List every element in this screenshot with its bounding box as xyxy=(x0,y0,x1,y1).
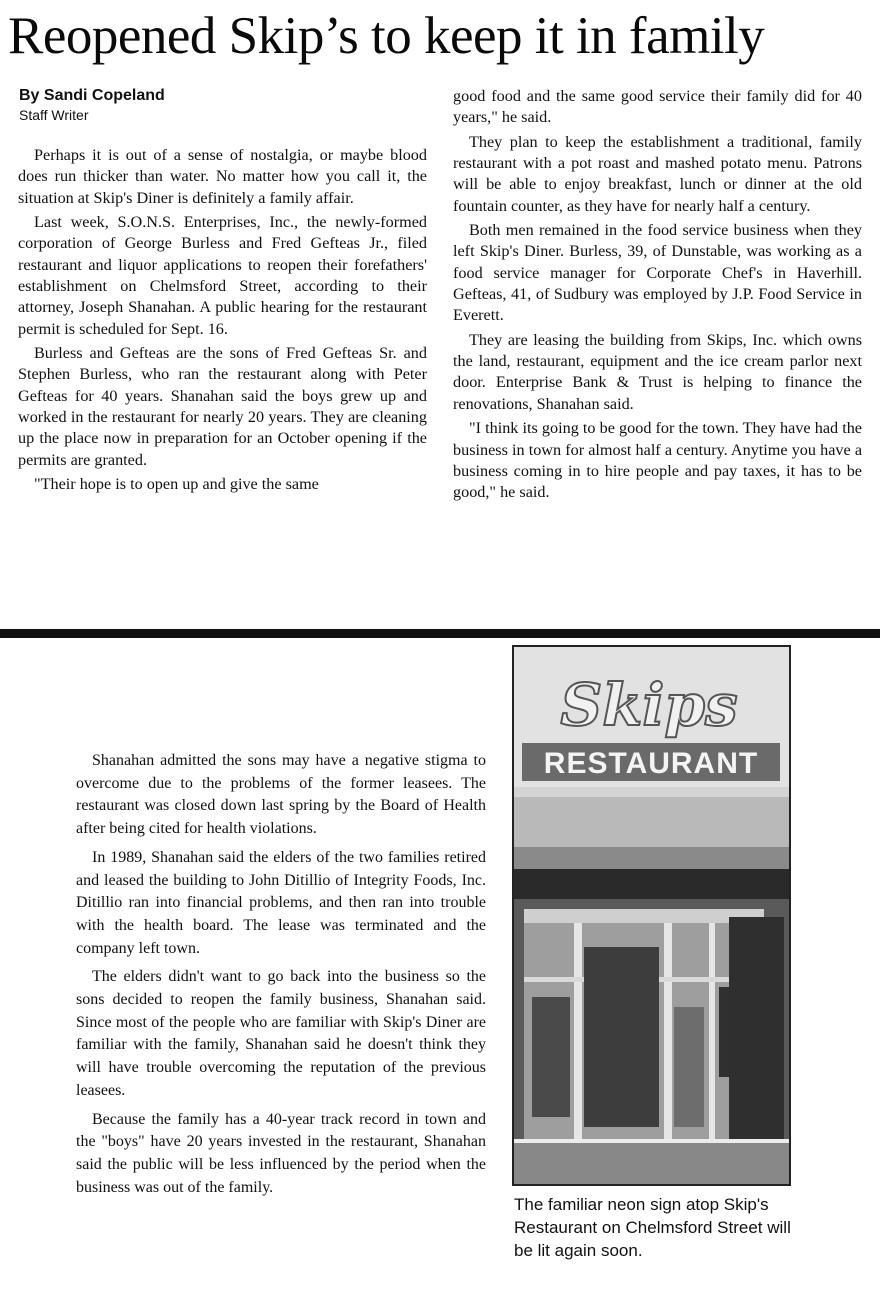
section-divider xyxy=(0,629,880,638)
byline-author: By Sandi Copeland xyxy=(19,87,165,104)
lower-column xyxy=(76,750,486,1205)
left-column xyxy=(18,145,427,499)
paragraph: The elders didn't want to go back into the business so the sons decided to reopen the family business, Shanahan said. Since most of the people who are familiar with Skip's Diner are familiar with the family, Shanahan said he doesn't think they will have trouble overcoming the reputation of the previous leasees. xyxy=(76,968,486,1099)
headline: Reopened Skip’s to keep it in family xyxy=(8,7,765,65)
paragraph: Both men remained in the food service business when they left Skip's Diner. Burless, 39, of Dunstable, was working as a food service manager for Corporate Chef's in Haverhill. Gefteas, 41, of Sudbury was employed by J.P. Food Service in Everett. xyxy=(453,221,862,325)
paragraph: Perhaps it is out of a sense of nostalgia, or maybe blood does run thicker than water. No matter how you call it, the situation at Skip's Diner is definitely a family affair. xyxy=(18,146,427,207)
paragraph: Burless and Gefteas are the sons of Fred Gefteas Sr. and Stephen Burless, who ran the restaurant along with Peter Gefteas for 40 years. Shanahan said the boys grew up and worked in the restaurant for nearly 20 years. They are cleaning up the place now in preparation for an October opening if the permits are granted. xyxy=(18,344,427,469)
right-column xyxy=(453,86,862,507)
paragraph: Because the family has a 40-year track record in town and the "boys" have 20 years invested in the restaurant, Shanahan said the public will be less influenced by the period when the business was out of the family. xyxy=(76,1110,486,1196)
paragraph: Last week, S.O.N.S. Enterprises, Inc., the newly-formed corporation of George Burless and Fred Gefteas Jr., filed restaurant and liquor applications to reopen their forefathers' establishment on Chelmsford Street, according to their attorney, Joseph Shanahan. A public hearing for the restaurant permit is scheduled for Sept. 16. xyxy=(18,213,427,338)
paragraph: In 1989, Shanahan said the elders of the two families retired and leased the building to John Ditillio of Integrity Foods, Inc. Ditillio ran into financial problems, and then ran into trouble with the health board. The lease was terminated and the company left town. xyxy=(76,848,486,957)
paragraph: Shanahan admitted the sons may have a negative stigma to overcome due to the problems of the former leasees. The restaurant was closed down last spring by the Board of Health after being cited for health violations. xyxy=(76,752,486,838)
paragraph: They are leasing the building from Skips, Inc. which owns the land, restaurant, equipment and the ice cream parlor next door. Enterprise Bank & Trust is helping to finance the renovations, Shanahan said. xyxy=(453,330,862,413)
restaurant-photo xyxy=(512,645,791,1186)
sign-script: Skips xyxy=(560,671,738,739)
photo-caption: The familiar neon sign atop Skip's Restaurant on Chelmsford Street will be lit again soon. xyxy=(514,1195,791,1260)
sign-restaurant: RESTAURANT xyxy=(543,747,759,780)
photo-illustration xyxy=(514,647,789,1184)
byline-title: Staff Writer xyxy=(19,107,89,123)
paragraph-continuation: good food and the same good service their family did for 40 years," he said. xyxy=(453,87,862,127)
paragraph: "Their hope is to open up and give the same xyxy=(34,475,319,494)
paragraph: They plan to keep the establishment a traditional, family restaurant with a pot roast and mashed potato menu. Patrons will be able to enjoy breakfast, lunch or dinner at the old fountain counter, as they have for nearly half a century. xyxy=(453,132,862,215)
paragraph: "I think its going to be good for the town. They have had the business in town for almost half a century. Anytime you have a business coming in to hire people and pay taxes, it has to be good," he said. xyxy=(453,419,862,502)
